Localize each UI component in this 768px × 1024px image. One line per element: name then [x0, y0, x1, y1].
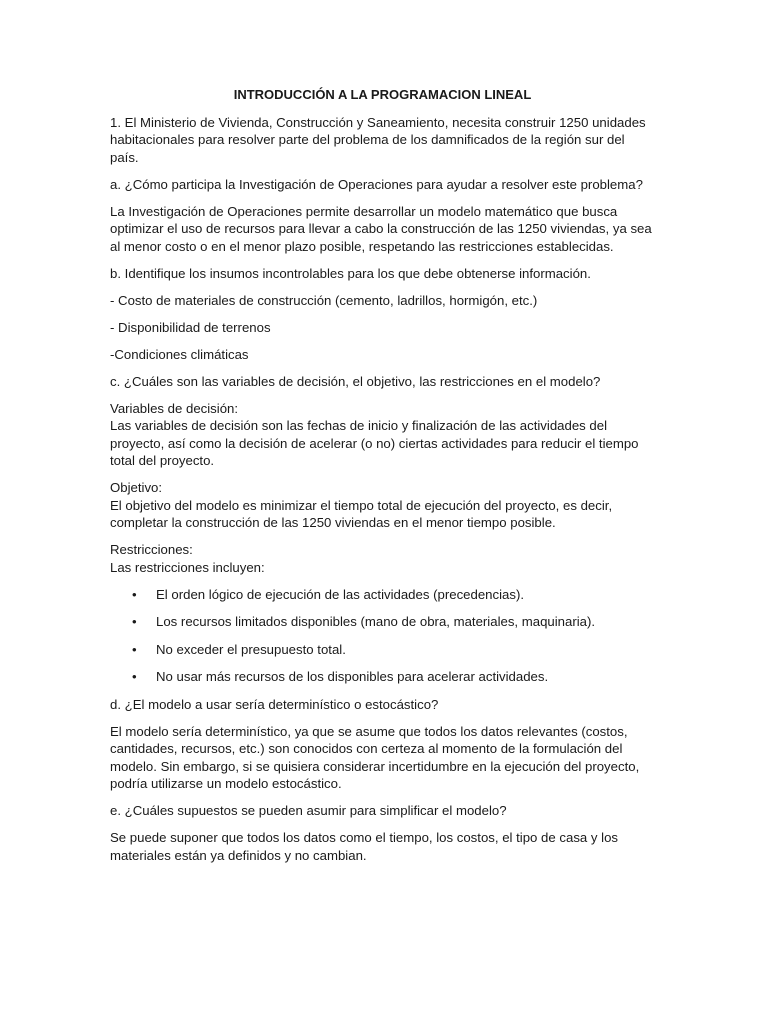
list-item: [110, 586, 655, 604]
document-page: [110, 86, 655, 874]
question-a: a. ¿Cómo participa la Investigación de Operaciones para ayudar a resolver este problema?: [110, 176, 643, 192]
objetivo-label: Objetivo:: [110, 480, 163, 495]
list-item-text: No exceder el presupuesto total.: [156, 641, 346, 657]
variables-label: Variables de decisión:: [110, 400, 239, 416]
list-item: [110, 641, 655, 659]
question-e: e. ¿Cuáles supuestos se pueden asumir para simplificar el modelo?: [110, 803, 507, 818]
restricciones-intro: Las restricciones incluyen:: [110, 559, 265, 575]
insumo-item: - Costo de materiales de construcción (cemento, ladrillos, hormigón, etc.): [110, 292, 538, 308]
insumo-item: -Condiciones climáticas: [110, 346, 249, 362]
restricciones-section: [110, 541, 655, 576]
list-item: [110, 613, 655, 631]
question-d: d. ¿El modelo a usar sería determinístico o estocástico?: [110, 696, 439, 712]
variables-section: [110, 400, 655, 470]
list-item-text: El orden lógico de ejecución de las actividades (precedencias).: [156, 586, 525, 602]
answer-e: Se puede suponer que todos los datos como el tiempo, los costos, el tipo de casa y los materiales están ya definidos y no cambian.: [110, 830, 619, 863]
objetivo-text: El objetivo del modelo es minimizar el tiempo total de ejecución del proyecto, es decir, completar la construcción de las 1250 viviendas en el menor tiempo posible.: [110, 497, 613, 530]
restricciones-list: [110, 586, 655, 686]
insumo-item: - Disponibilidad de terrenos: [110, 319, 271, 335]
list-item-text: No usar más recursos de los disponibles para acelerar actividades.: [156, 669, 549, 684]
variables-text: Las variables de decisión son las fechas de inicio y finalización de las actividades del proyecto, así como la decisión de acelerar (o no) ciertas actividades para reducir el tiempo total del proyecto.: [110, 418, 639, 468]
answer-a: La Investigación de Operaciones permite desarrollar un modelo matemático que busca optimizar el uso de recursos para llevar a cabo la construcción de las 1250 viviendas, ya sea al menor costo o en el menor plazo posible, respetando las restricciones establecidas.: [110, 203, 652, 254]
objetivo-section: [110, 479, 655, 532]
answer-d: El modelo sería determinístico, ya que se asume que todos los datos relevantes (costos, cantidades, recursos, etc.) son conocidos con certeza al momento de la formulación del modelo. Sin embargo, si se quisiera considerar incertidumbre en la ejecución del proyecto, podría utilizarse un modelo estocástico.: [110, 723, 640, 791]
list-item-text: Los recursos limitados disponibles (mano de obra, materiales, maquinaria).: [156, 614, 596, 629]
bullet-icon: •: [132, 586, 137, 602]
list-item: [110, 668, 655, 686]
question-c: c. ¿Cuáles son las variables de decisión, el objetivo, las restricciones en el modelo?: [110, 373, 601, 389]
bullet-icon: •: [132, 669, 137, 684]
question-1: 1. El Ministerio de Vivienda, Construcción y Saneamiento, necesita construir 1250 unidades habitacionales para resolver parte del problema de los damnificados de la región sur del país.: [110, 114, 646, 165]
question-b: b. Identifique los insumos incontrolables para los que debe obtenerse información.: [110, 265, 591, 281]
bullet-icon: •: [132, 641, 137, 657]
bullet-icon: •: [132, 614, 137, 629]
document-title: INTRODUCCIÓN A LA PROGRAMACION LINEAL: [233, 87, 532, 102]
restricciones-label: Restricciones:: [110, 542, 193, 557]
